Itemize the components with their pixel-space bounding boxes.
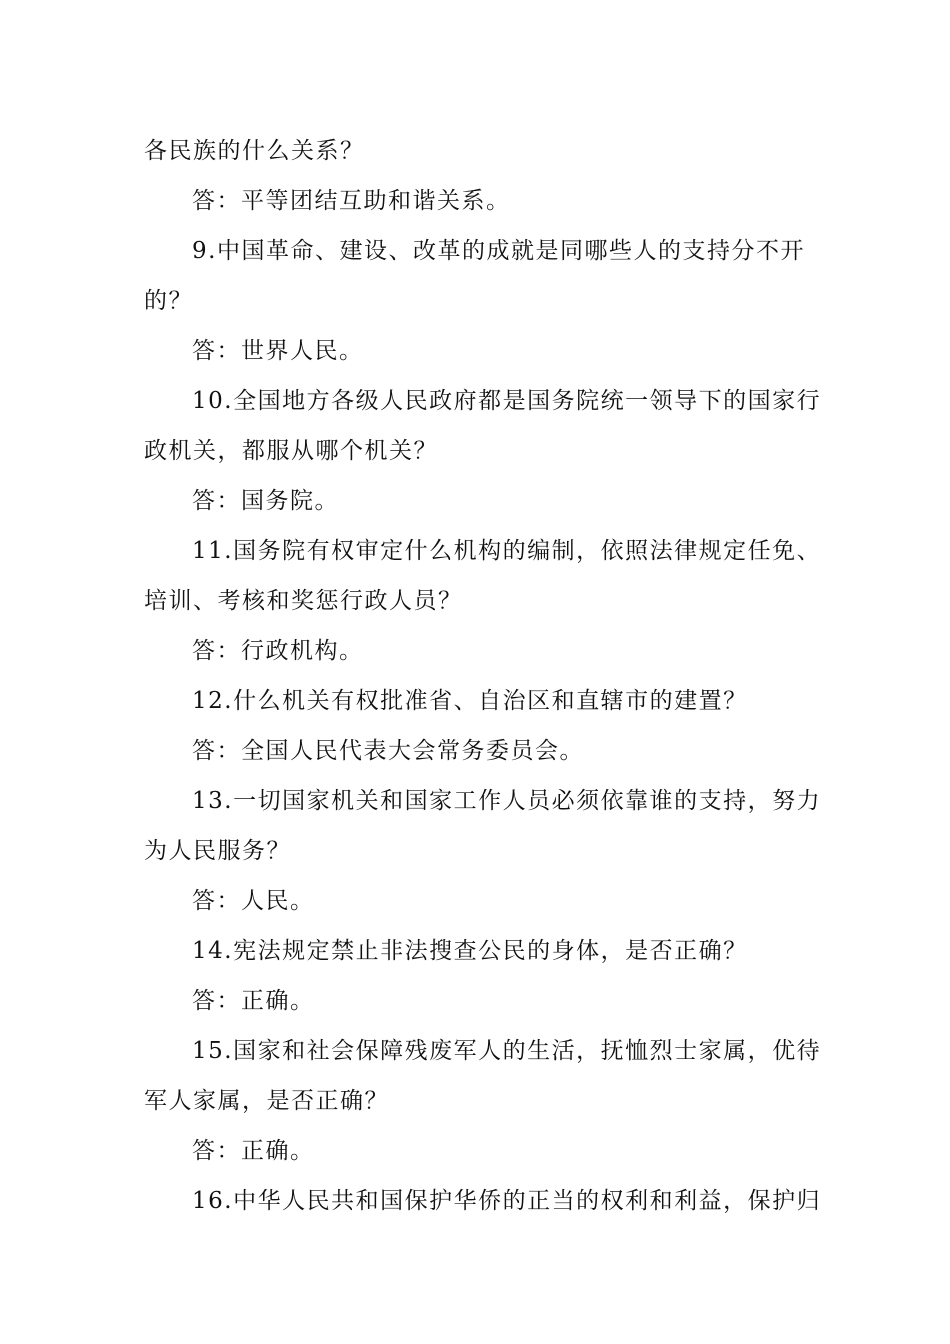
question-line: 10.全国地方各级人民政府都是国务院统一领导下的国家行 [192,388,822,414]
question-line: 12.什么机关有权批准省、自治区和直辖市的建置？ [192,688,748,714]
answer-line: 答：行政机构。 [192,638,364,664]
answer-line: 答：人民。 [192,888,315,914]
text-line: 军人家属，是否正确？ [144,1088,389,1114]
answer-line: 答：国务院。 [192,488,339,514]
question-line: 13.一切国家机关和国家工作人员必须依靠谁的支持，努力 [192,788,822,814]
text-line: 各民族的什么关系？ [144,138,365,164]
text-line: 为人民服务？ [144,838,291,864]
answer-line: 答：正确。 [192,988,315,1014]
text-line: 政机关，都服从哪个机关？ [144,438,438,464]
answer-line: 答：平等团结互助和谐关系。 [192,188,511,214]
answer-line: 答：世界人民。 [192,338,364,364]
answer-line: 答：全国人民代表大会常务委员会。 [192,738,584,764]
question-line: 16.中华人民共和国保护华侨的正当的权利和利益，保护归 [192,1188,822,1214]
question-line: 14.宪法规定禁止非法搜查公民的身体，是否正确？ [192,938,748,964]
answer-line: 答：正确。 [192,1138,315,1164]
question-line: 15.国家和社会保障残废军人的生活，抚恤烈士家属，优待 [192,1038,822,1064]
question-line: 9.中国革命、建设、改革的成就是同哪些人的支持分不开 [192,238,805,264]
question-line: 11.国务院有权审定什么机构的编制，依照法律规定任免、 [192,538,822,564]
text-line: 培训、考核和奖惩行政人员？ [144,588,463,614]
text-line: 的？ [144,288,193,314]
